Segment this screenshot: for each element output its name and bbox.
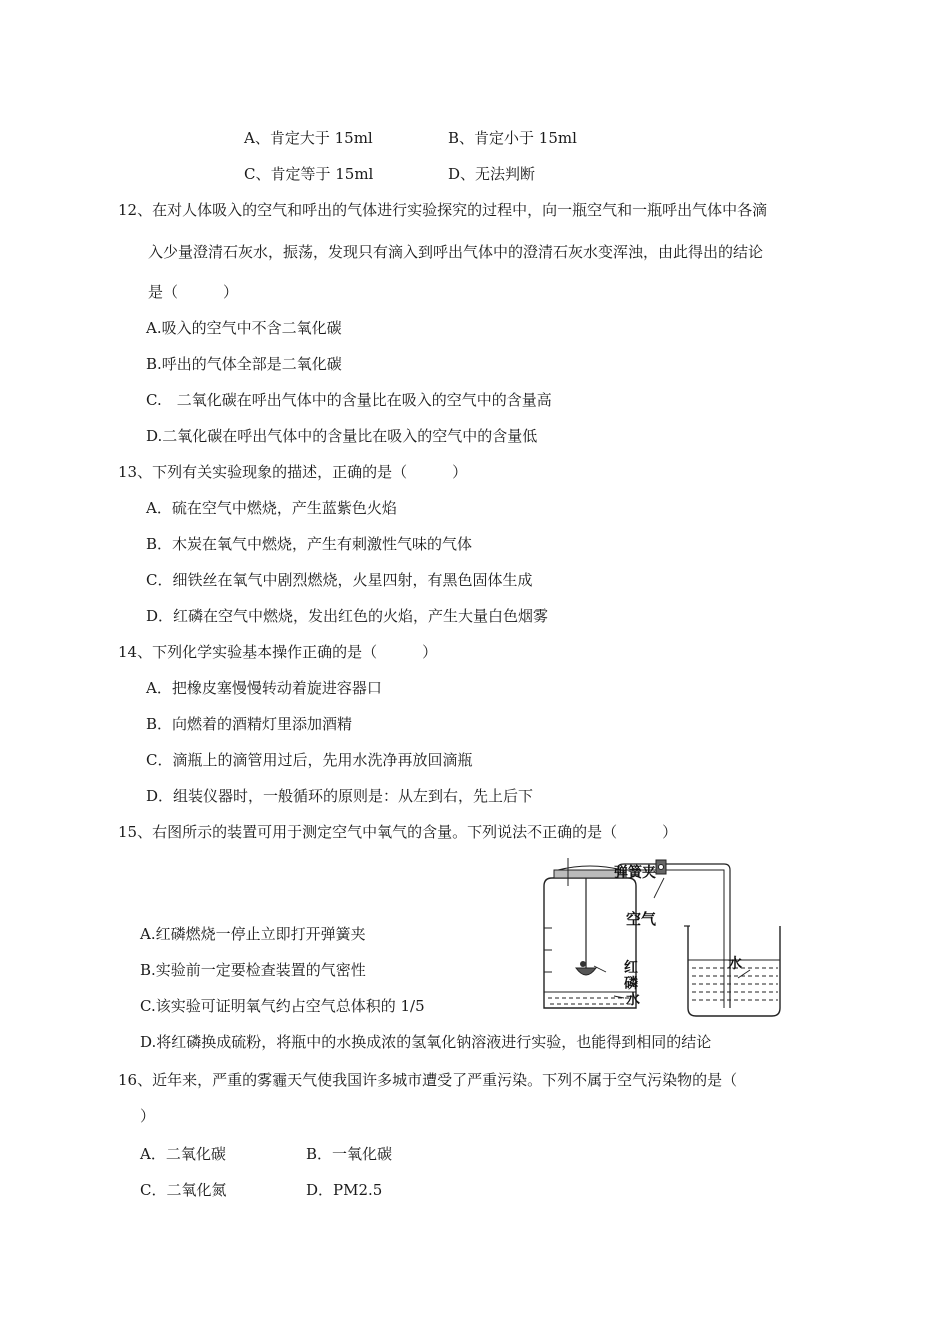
q16-stem-line-2: ） [140,1107,156,1125]
spring-clamp-pivot [659,865,664,870]
q13-option-c: C．细铁丝在氧气中剧烈燃烧，火星四射，有黑色固体生成 [146,571,533,589]
q11-option-b: B、肯定小于 15ml [448,129,577,147]
q16-option-b: B．一氧化碳 [306,1145,393,1163]
q13-option-d: D．红磷在空气中燃烧，发出红色的火焰，产生大量白色烟雾 [146,607,549,625]
spring-clamp-label: 弹簧夹 [614,864,656,880]
bottle-outline [544,878,636,1008]
q14-option-b: B．向燃着的酒精灯里添加酒精 [146,715,353,733]
phosphorus-label-2: 磷 [624,975,638,991]
air-label: 空气 [626,911,657,928]
bottle-scale-ticks [544,928,552,972]
q13-stem: 13、下列有关实验现象的描述，正确的是（ ） [118,463,468,481]
q15-stem: 15、右图所示的装置可用于测定空气中氧气的含量。下列说法不正确的是（ ） [118,823,678,841]
bottle-water-label: 水 [626,991,640,1007]
q16-stem-line-1: 16、近年来，严重的雾霾天气使我国许多城市遭受了严重污染。下列不属于空气污染物的是（ [118,1071,738,1089]
q16-option-a: A．二氧化碳 [140,1145,226,1163]
connecting-tube-inner [624,870,724,1008]
q12-option-b: B.呼出的气体全部是二氧化碳 [146,355,342,373]
oxygen-measurement-apparatus-diagram [528,858,790,1018]
q11-option-a: A、肯定大于 15ml [244,129,373,147]
q12-stem-line-1: 12、在对人体吸入的空气和呼出的气体进行实验探究的过程中，向一瓶空气和一瓶呼出气体中各滴 [118,201,768,219]
combustion-spoon-cup [576,968,596,975]
q14-option-d: D．组装仪器时，一般循环的原则是：从左到右，先上后下 [146,787,534,805]
q14-stem: 14、下列化学实验基本操作正确的是（ ） [118,643,438,661]
q13-option-a: A．硫在空气中燃烧，产生蓝紫色火焰 [146,499,397,517]
q11-option-c: C、肯定等于 15ml [244,165,374,183]
beaker-water-leader-line [738,970,750,978]
q16-option-c: C．二氧化氮 [140,1181,227,1199]
q11-option-d: D、无法判断 [448,165,536,183]
q12-option-a: A.吸入的空气中不含二氧化碳 [146,319,342,337]
q16-option-d: D．PM2.5 [306,1181,383,1199]
q12-option-c: C. 二氧化碳在呼出气体中的含量比在吸入的空气中的含量高 [146,391,552,409]
phosphorus-label-1: 红 [624,959,638,975]
q14-option-c: C．滴瓶上的滴管用过后，先用水洗净再放回滴瓶 [146,751,473,769]
red-phosphorus [580,961,586,967]
q14-option-a: A．把橡皮塞慢慢转动着旋进容器口 [146,679,382,697]
q13-option-b: B．木炭在氧气中燃烧，产生有刺激性气味的气体 [146,535,473,553]
q12-stem-line-3: 是（ ） [148,283,239,301]
bottle-water-dashes [548,998,632,1004]
beaker-water-label: 水 [728,955,742,971]
q12-option-d: D.二氧化碳在呼出气体中的含量比在吸入的空气中的含量低 [146,427,538,445]
q15-option-a: A.红磷燃烧一停止立即打开弹簧夹 [140,925,366,943]
air-leader-line [654,878,664,898]
q12-stem-line-2: 入少量澄清石灰水，振荡，发现只有滴入到呼出气体中的澄清石灰水变浑浊，由此得出的结论 [148,243,764,261]
q15-option-d: D.将红磷换成硫粉，将瓶中的水换成浓的氢氧化钠溶液进行实验，也能得到相同的结论 [140,1033,712,1051]
q15-option-b: B.实验前一定要检查装置的气密性 [140,961,366,979]
q15-option-c: C.该实验可证明氧气约占空气总体积的 1/5 [140,997,425,1015]
beaker-outline [688,926,780,1016]
beaker-water-dashes [692,968,778,1000]
